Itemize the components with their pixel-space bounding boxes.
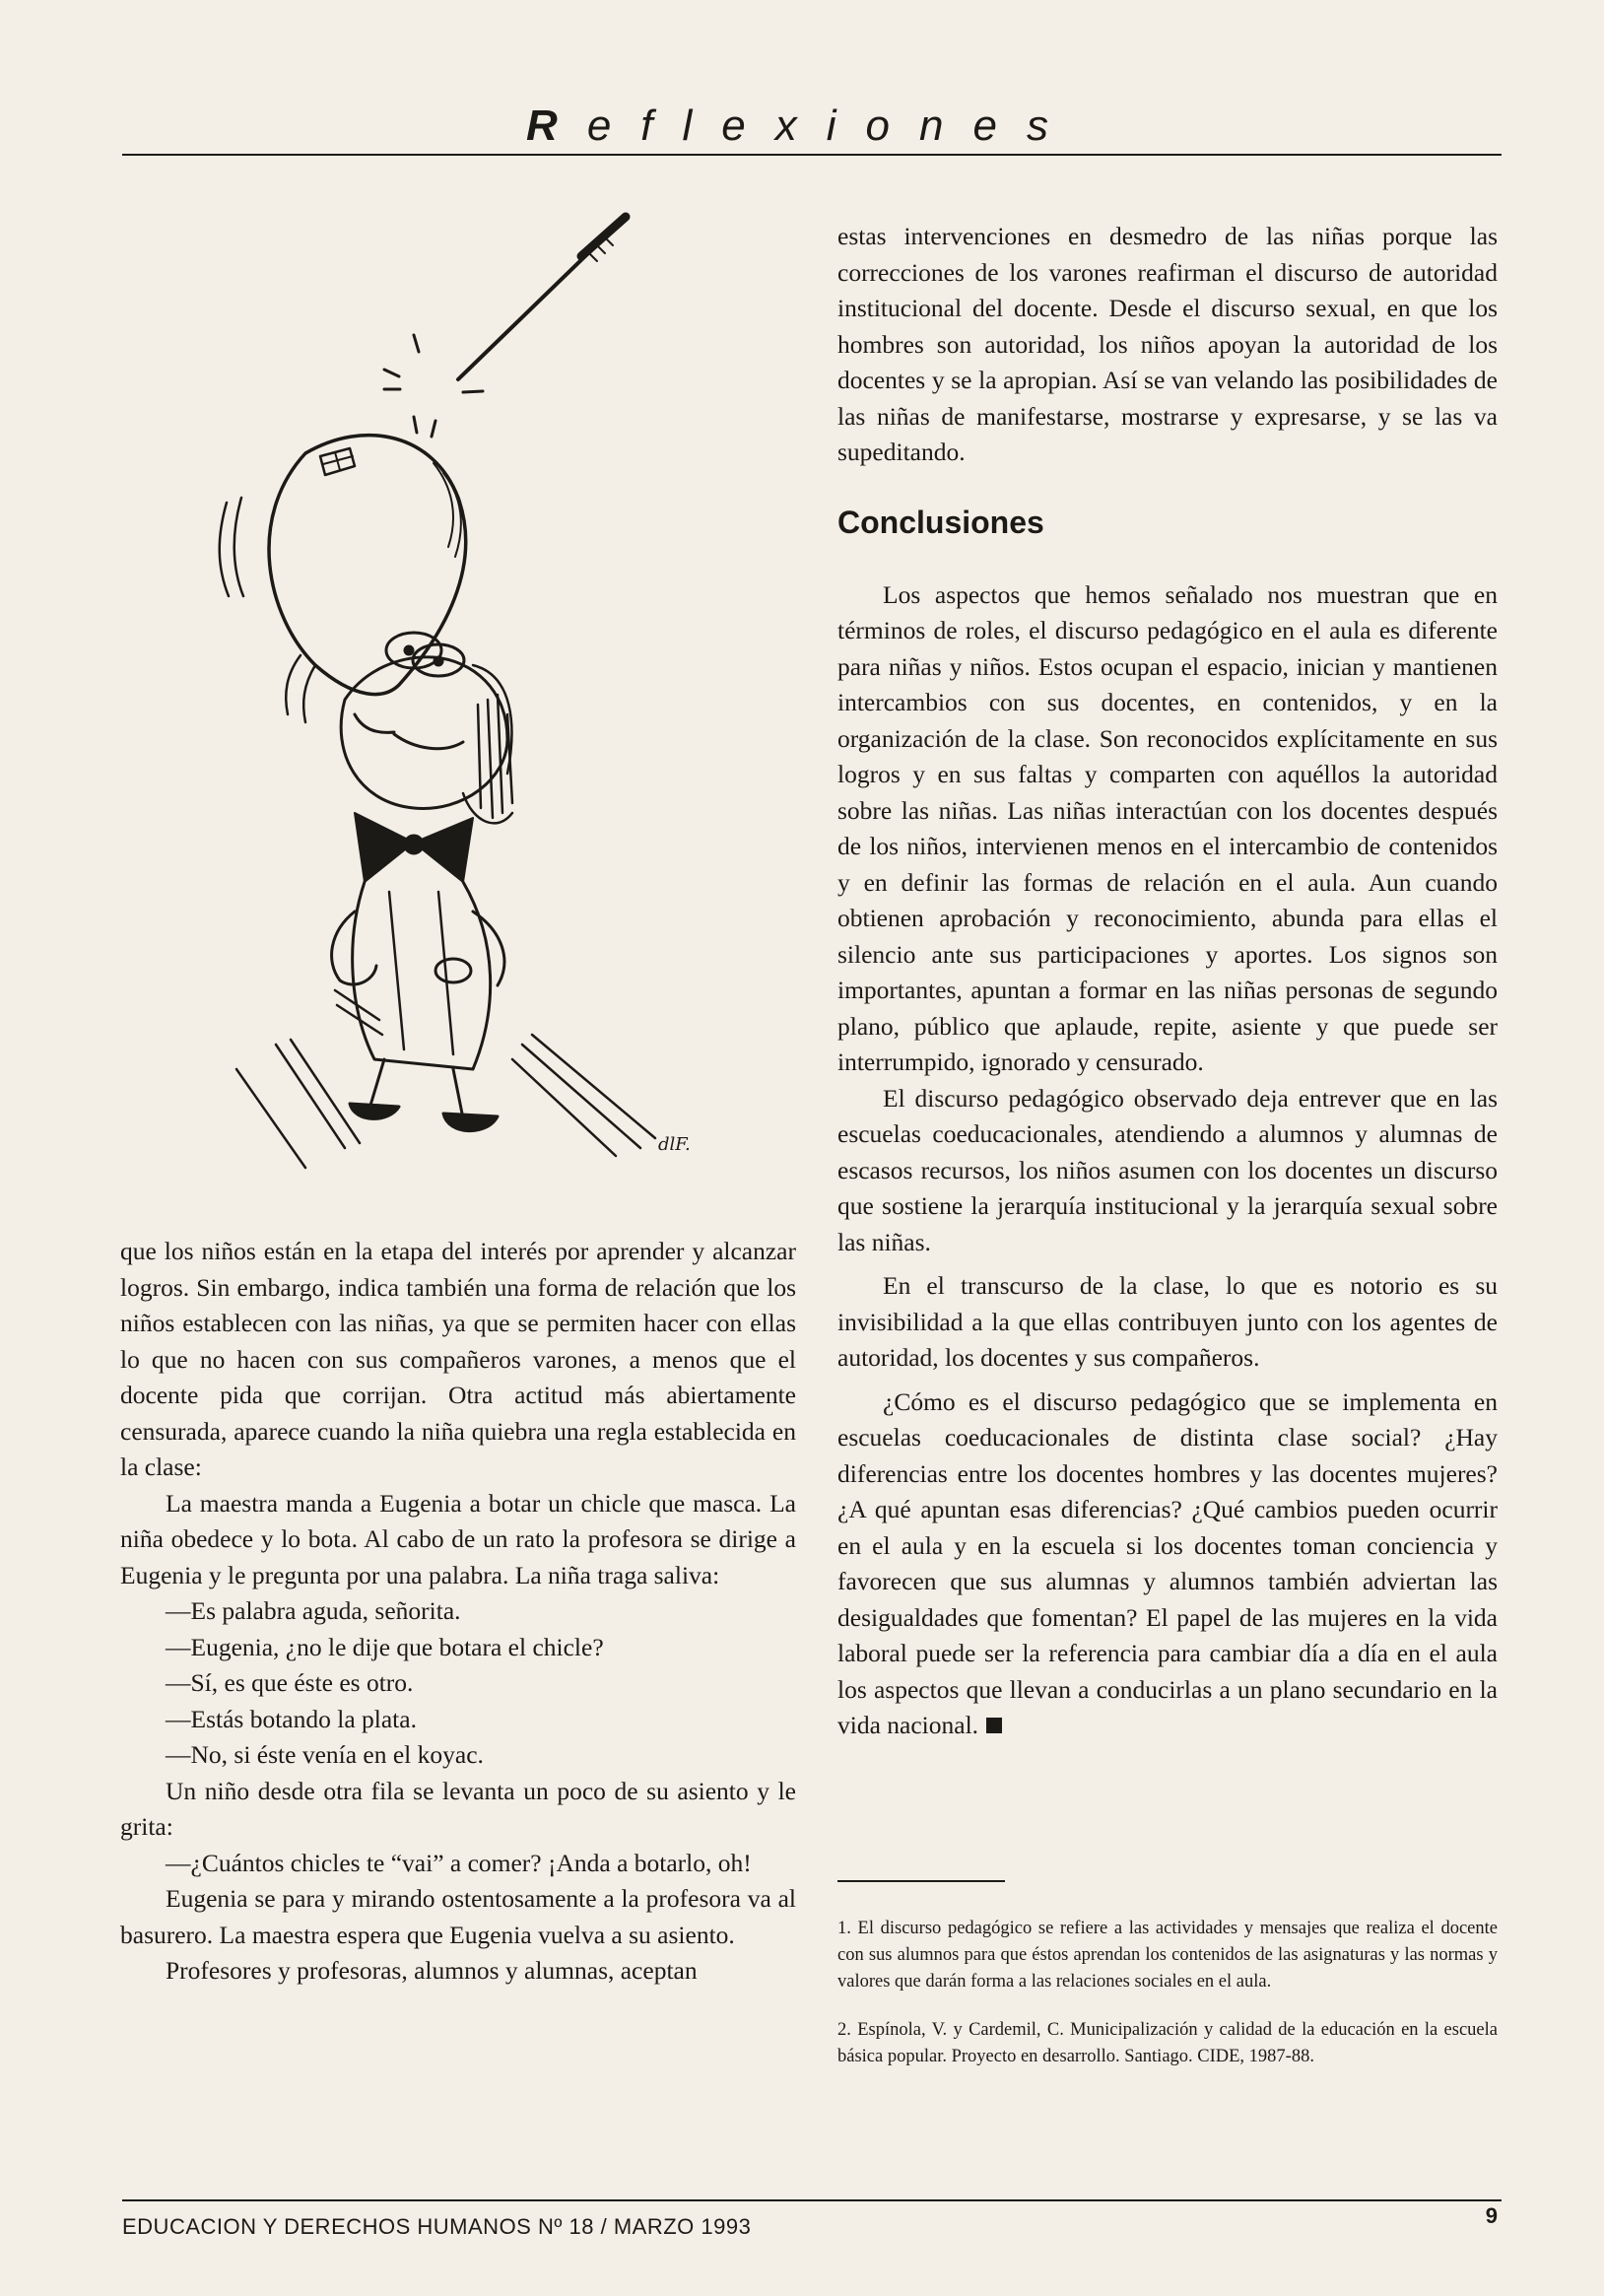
dialogue-line: —Es palabra aguda, señorita.: [166, 1596, 461, 1625]
dialogue-line: —¿Cuántos chicles te “vai” a comer? ¡Anda a botarlo, oh!: [166, 1848, 752, 1877]
footnotes: [837, 1916, 1498, 2092]
end-of-article-mark: [986, 1718, 1002, 1733]
pin-icon: [458, 217, 626, 379]
paragraph: estas intervenciones en desmedro de las niñas porque las correcciones de los varones reafirman el discurso de autoridad institucional del docente. Desde el discurso sexual, en que los hombres son autoridad, los niños apoyan la autoridad de los docentes y se la apropian. Así se van velando las posibilidades de las niñas de manifestarse, mostrarse y expresarse, y se las va supeditando.: [837, 222, 1498, 466]
dialogue-line: —Estás botando la plata.: [166, 1704, 417, 1733]
paragraph: Un niño desde otra fila se levanta un poco de su asiento y le grita:: [120, 1776, 796, 1841]
section-title: [0, 99, 1604, 154]
paragraph: Profesores y profesoras, alumnos y alumnas, aceptan: [166, 1956, 698, 1985]
paragraph: El discurso pedagógico observado deja entrever que en las escuelas coeducacionales, atendiendo a alumnos y alumnas de escasos recursos, los niños asumen con los docentes un discurso que sostiene la jerarquía institucional y la jerarquía sexual sobre las niñas.: [837, 1083, 1498, 1256]
right-column: [837, 219, 1498, 1744]
footnote-rule: [837, 1880, 1005, 1882]
publication-footer: EDUCACION Y DERECHOS HUMANOS Nº 18 / MARZO 1993: [122, 2214, 752, 2239]
conclusiones-heading: Conclusiones: [837, 504, 1044, 540]
paragraph-text: ¿Cómo es el discurso pedagógico que se implementa en escuelas coeducacionales de distinta clase social? ¿Hay diferencias entre los docentes hombres y las docentes mujeres? ¿A qué apuntan esas diferencias? ¿Qué cambios pueden ocurrir en el aula y en la escuela si los docentes toman conciencia y favorecen que sus alumnas y alumnos también adviertan las desigualdades que fomentan? El papel de las mujeres en la vida laboral puede ser la referencia para cambiar día a día en el aula los aspectos que llevan a conducirlas a un plano secundario en la vida nacional.: [837, 1386, 1498, 1739]
footnote-2: 2. Espínola, V. y Cardemil, C. Municipalización y calidad de la educación en la escuela básica popular. Proyecto en desarrollo. Santiago. CIDE, 1987-88.: [837, 2020, 1498, 2066]
paragraph: que los niños están en la etapa del interés por aprender y alcanzar logros. Sin embargo, indica también una forma de relación que los niños establecen con las niñas, ya que se permiten hacer con ellas lo que no hacen con sus compañeros varones, a menos que el docente pida que corrijan. Otra actitud más abiertamente censurada, aparece cuando la niña quiebra una regla establecida en la clase:: [120, 1237, 796, 1481]
motion-lines: [236, 1035, 655, 1168]
pop-burst-icon: [384, 335, 483, 437]
footnote-1: 1. El discurso pedagógico se refiere a las actividades y mensajes que realiza el docente con sus alumnos para que éstos aprendan los contenidos de las asignaturas y las normas y valores que darán forma a las relaciones sociales en el aula.: [837, 1919, 1498, 1992]
paragraph: [837, 1384, 1498, 1744]
illustrator-signature: dlF.: [658, 1134, 691, 1155]
dialogue-line: —Eugenia, ¿no le dije que botara el chicle?: [166, 1632, 604, 1661]
paragraph: La maestra manda a Eugenia a botar un chicle que masca. La niña obedece y lo bota. Al cabo de un rato la profesora se dirige a Eugenia y le pregunta por una palabra. La niña traga saliva:: [120, 1488, 796, 1589]
cartoon-girl-bubblegum-illustration: [118, 202, 808, 1178]
girl-hair: [463, 665, 512, 823]
paragraph: En el transcurso de la clase, lo que es notorio es su invisibilidad a la que ellas contribuyen junto con los agentes de autoridad, los docentes y sus compañeros.: [837, 1271, 1498, 1372]
section-title-rest: eflexiones: [586, 101, 1078, 150]
bubble-gum-balloon: [269, 436, 466, 695]
page-number: 9: [1485, 2203, 1498, 2228]
dialogue-line: —No, si éste venía en el koyac.: [166, 1740, 484, 1769]
section-title-initial: R: [526, 101, 587, 150]
footer-rule: [122, 2199, 1502, 2201]
header-rule: [122, 154, 1502, 156]
paragraph: Los aspectos que hemos señalado nos muestran que en términos de roles, el discurso pedagógico en el aula es diferente para niñas y niños. Estos ocupan el espacio, inician y mantienen intercambios con sus docentes, en contenidos, y en la organización de la clase. Son reconocidos explícitamente en sus logros y en sus faltas y comparten con aquéllos la autoridad sobre las niñas. Las niñas interactúan con los docentes después de los niños, intervienen menos en el intercambio de contenidos y en definir las formas de relación en el aula. Aun cuando obtienen aprobación y reconocimiento, abunda para ellas el silencio ante sus participaciones y aportes. Los signos son importantes, apuntan a formar en las niñas personas de segundo plano, público que aplaude, repite, asiente y que puede ser interrumpido, ignorado y censurado.: [837, 579, 1498, 1076]
left-column: [120, 1234, 796, 1990]
paragraph: Eugenia se para y mirando ostentosamente a la profesora va al basurero. La maestra espera que Eugenia vuelva a su asiento.: [120, 1884, 796, 1949]
dialogue-line: —Sí, es que éste es otro.: [166, 1668, 414, 1697]
girl-head: [341, 657, 507, 809]
